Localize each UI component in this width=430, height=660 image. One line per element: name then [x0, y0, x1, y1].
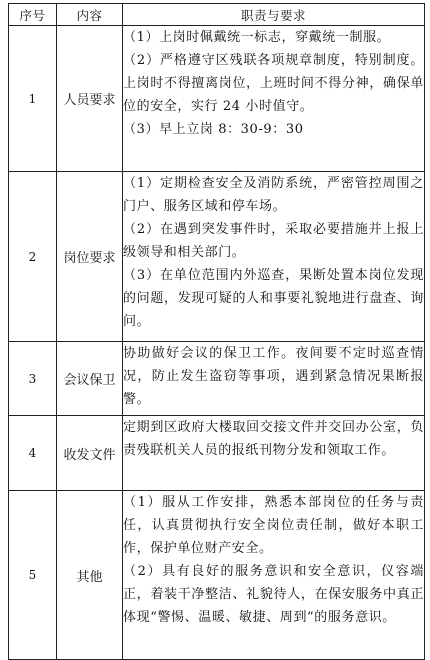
row-content: 岗位要求: [57, 172, 123, 342]
row-number: 2: [9, 172, 57, 342]
header-row: [9, 4, 425, 26]
duty-item: （1）服从工作安排，熟悉本部岗位的任务与责任，认真贯彻执行安全岗位责任制，做好本职工作，保护单位财产安全。: [123, 495, 424, 556]
row-duties: [123, 491, 425, 660]
table-row: [9, 172, 425, 342]
duty-item: （2）严格遵守区残联各项规章制度，特别制度。上岗时不得擅离岗位，上班时间不得分神，确保单位的安全，实行 24 小时值守。: [123, 53, 424, 114]
duty-item: （1）上岗时佩戴统一标志，穿戴统一制服。: [123, 30, 391, 45]
duty-item: （2）具有良好的服务意识和安全意识，仪容端正，着装干净整洁、礼貌待人，在保安服务中真正体现“警惕、温暖、敏捷、周到”的服务意识。: [123, 564, 424, 625]
row-duties: [123, 342, 425, 416]
table-row: [9, 491, 425, 660]
row-duties: [123, 26, 425, 172]
row-number: 5: [9, 491, 57, 660]
row-number: 1: [9, 26, 57, 172]
duty-table: [8, 3, 425, 660]
table-row: [9, 342, 425, 416]
row-content: 人员要求: [57, 26, 123, 172]
duty-item: （3）在单位范围内外巡查，果断处置本岗位发现的问题，发现可疑的人和事要礼貌地进行盘查、询问。: [123, 268, 424, 329]
table-row: [9, 26, 425, 172]
row-duties: [123, 172, 425, 342]
header-content: 内容: [57, 4, 123, 26]
row-number: 4: [9, 416, 57, 491]
duty-item: 定期到区政府大楼取回交接文件并交回办公室，负责残联机关人员的报纸刊物分发和领取工作。: [123, 420, 424, 458]
duty-item: （3）早上立岗 8：30-9：30: [123, 122, 304, 137]
header-duty: 职责与要求: [123, 4, 425, 26]
row-content: 收发文件: [57, 416, 123, 491]
row-number: 3: [9, 342, 57, 416]
duty-item: （2）在遇到突发事件时，采取必要措施并上报上级领导和相关部门。: [123, 222, 424, 260]
table-row: [9, 416, 425, 491]
duty-item: （1）定期检查安全及消防系统，严密管控周围之门户、服务区域和停车场。: [123, 176, 424, 214]
row-content: 其他: [57, 491, 123, 660]
row-duties: [123, 416, 425, 491]
row-content: 会议保卫: [57, 342, 123, 416]
duty-item: 协助做好会议的保卫工作。夜间要不定时巡查情况，防止发生盗窃等事项，遇到紧急情况果断报警。: [123, 346, 424, 407]
header-no: 序号: [9, 4, 57, 26]
